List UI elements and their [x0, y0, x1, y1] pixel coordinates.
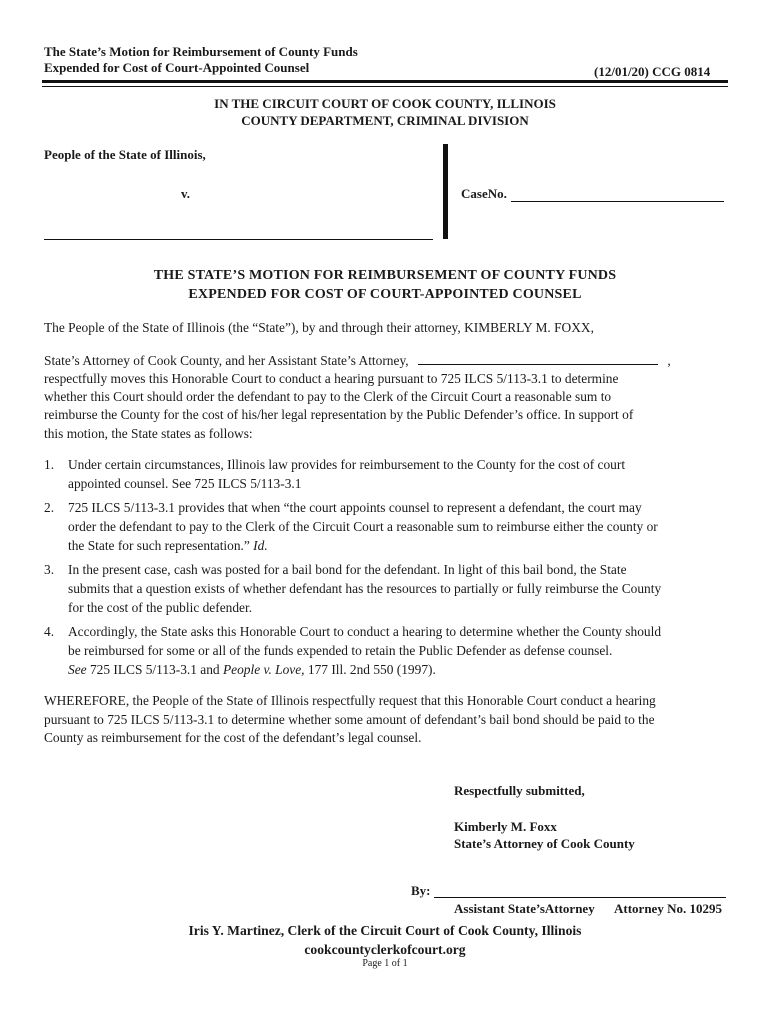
clerk-name: Iris Y. Martinez, Clerk of the Circuit Court of Cook County, Illinois: [188, 923, 582, 938]
intro-line6: this motion, the State states as follows:: [44, 426, 253, 441]
list-item-text: for the cost of the public defender.: [68, 600, 253, 615]
intro-line2-text: State’s Attorney of Cook County, and her Assistant State’s Attorney,: [44, 353, 409, 368]
plaintiff-label: People of the State of Illinois,: [44, 147, 206, 162]
form-title-line2: Expended for Cost of Court-Appointed Counsel: [44, 60, 310, 75]
wherefore-line2: pursuant to 725 ILCS 5/113-3.1 to determine whether some amount of defendant’s bail bond should be paid to the: [44, 712, 655, 727]
intro-line3: respectfully moves this Honorable Court to conduct a hearing pursuant to 725 ILCS 5/113-3.1 to determine: [44, 371, 619, 386]
list-item-number: 3.: [44, 562, 55, 577]
list-item-text: order the defendant to pay to the Clerk of the Circuit Court a reasonable sum to reimburse either the county or: [68, 519, 658, 534]
citation-statute: 725 ILCS 5/113-3.1 and: [86, 662, 223, 677]
intro-line4: whether this Court should order the defendant to pay to the Clerk of the Circuit Court a reasonable sum to: [44, 389, 612, 404]
list-item-text-part: the State for such representation.”: [68, 538, 254, 553]
wherefore-line1: WHEREFORE, the People of the State of Illinois respectfully request that this Honorable Court conduct a hearing: [44, 693, 656, 708]
list-item-text: In the present case, cash was posted for a bail bond for the defendant. In light of this bail bond, the State: [68, 562, 627, 577]
list-item-text: 725 ILCS 5/113-3.1 provides that when “the court appoints counsel to represent a defendant, the court may: [68, 500, 642, 515]
list-item-citation: [68, 660, 728, 679]
signature-name: Kimberly M. Foxx: [454, 819, 557, 834]
intro-line5: reimburse the County for the cost of his/her legal representation by the Public Defender’s office. In support of: [44, 407, 634, 422]
list-item-text: Accordingly, the State asks this Honorable Court to conduct a hearing to determine whether the County should: [68, 624, 662, 639]
case-no-line[interactable]: [511, 201, 724, 202]
list-item-number: 2.: [44, 500, 55, 515]
form-title-line1: The State’s Motion for Reimbursement of County Funds: [44, 44, 358, 59]
signature-closing: Respectfully submitted,: [454, 783, 585, 798]
court-division: COUNTY DEPARTMENT, CRIMINAL DIVISION: [241, 113, 529, 128]
list-item-text: be reimbursed for some or all of the funds expended to retain the Public Defender as defense counsel.: [68, 643, 613, 658]
case-no-label: CaseNo.: [461, 186, 507, 201]
intro-line2-comma: ,: [667, 353, 671, 368]
versus-label: v.: [181, 186, 191, 201]
list-item-text: Under certain circumstances, Illinois law provides for reimbursement to the County for the cost of court: [68, 457, 626, 472]
header-rule-thin: [42, 86, 728, 87]
signature-office: State’s Attorney of Cook County: [454, 836, 635, 851]
by-label: By:: [411, 883, 431, 898]
list-item-text: appointed counsel. See 725 ILCS 5/113-3.1: [68, 476, 302, 491]
intro-line2: [44, 350, 734, 370]
motion-title-line2: EXPENDED FOR COST OF COURT-APPOINTED COUNSEL: [188, 287, 582, 302]
citation-reporter: 177 Ill. 2nd 550 (1997).: [304, 662, 436, 677]
assistant-attorney-line[interactable]: [418, 350, 658, 365]
header-rule-thick: [42, 80, 728, 83]
defendant-name-line[interactable]: [44, 239, 433, 240]
motion-title-line1: THE STATE’S MOTION FOR REIMBURSEMENT OF COUNTY FUNDS: [153, 268, 617, 283]
signature-role: Assistant State’sAttorney: [454, 901, 595, 916]
court-name: IN THE CIRCUIT COURT OF COOK COUNTY, ILLINOIS: [214, 96, 556, 111]
signature-line[interactable]: [434, 897, 726, 898]
clerk-website[interactable]: cookcountyclerkofcourt.org: [304, 942, 466, 957]
wherefore-line3: County as reimbursement for the cost of the defendant’s legal counsel.: [44, 730, 422, 745]
list-item-text: submits that a question exists of whether defendant has the resources to partially or fully reimburse the County: [68, 581, 662, 596]
list-item-number: 1.: [44, 457, 55, 472]
attorney-number: Attorney No. 10295: [614, 901, 722, 916]
citation-id: Id.: [253, 538, 268, 553]
intro-line1: The People of the State of Illinois (the “State”), by and through their attorney, KIMBERLY M. FOXX,: [44, 320, 594, 335]
caption-divider: [443, 144, 448, 239]
page-number: Page 1 of 1: [362, 958, 408, 969]
list-item-text: [68, 536, 728, 555]
form-code: (12/01/20) CCG 0814: [594, 64, 711, 79]
citation-case: People v. Love,: [222, 662, 305, 677]
list-item-number: 4.: [44, 624, 55, 639]
citation-see: See: [68, 662, 87, 677]
